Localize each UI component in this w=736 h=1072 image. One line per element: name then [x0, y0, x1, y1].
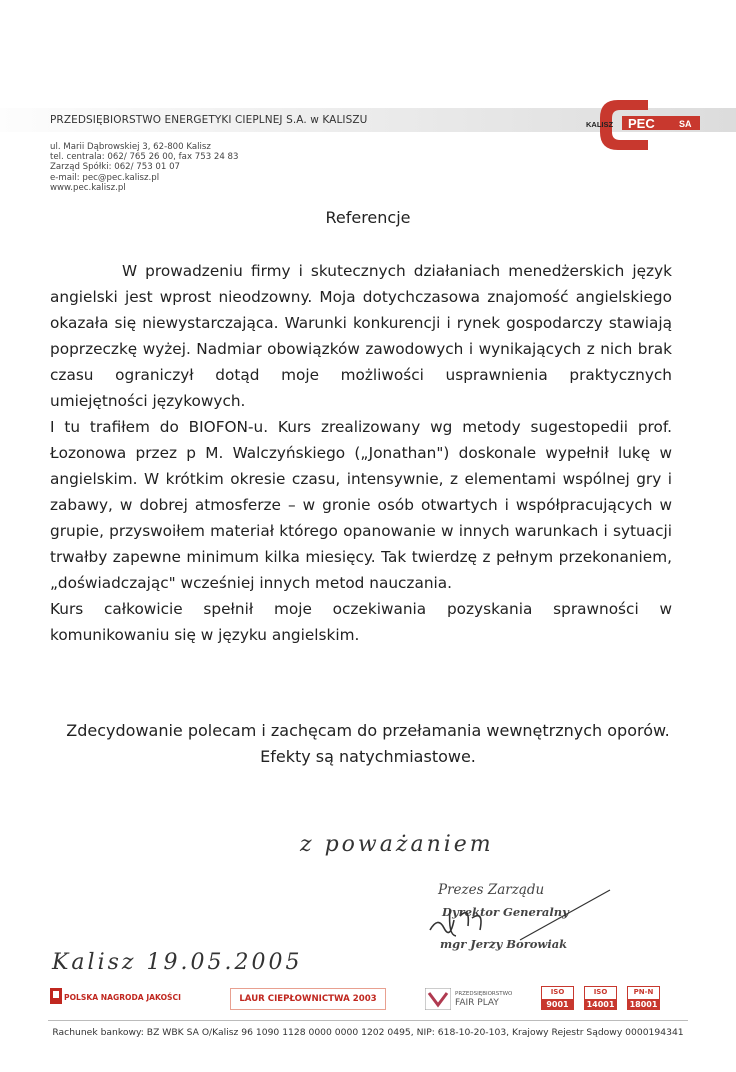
cert-badge: [627, 986, 660, 1010]
award-quality: POLSKA NAGRODA JAKOŚCI: [64, 993, 181, 1002]
website-line: www.pec.kalisz.pl: [50, 182, 126, 193]
closing-recommendation: [0, 718, 736, 770]
stamp-name: mgr Jerzy Borowiak: [440, 937, 568, 951]
phone-line: tel. centrala: 062/ 765 26 00, fax 753 24 83: [50, 152, 239, 163]
fair-play-title: FAIR PLAY: [455, 998, 499, 1008]
handwritten-date: Kalisz 19.05.2005: [52, 950, 303, 975]
cert-badge: [541, 986, 574, 1010]
paragraph: I tu trafiłem do BIOFON-u. Kurs zrealizowany wg metody sugestopedii prof. Łozonowa przez p M. Walczyńskiego („Jonathan") doskonale wypełnił lukę w angielskim. W krótkim okresie czasu, intensywnie, z elementami wspólnej gry i zabawy, w dobrej atmosferze – w gronie osób otwartych i współpracujących w grupie, przyswoiłem materiał którego opanowanie w innych warunkach i sytuacji trwałby zapewne minimum kilka miesięcy. Tak twierdzę z pełnym przekonaniem, „doświadczając" wcześniej innych metod nauczania.: [50, 418, 672, 592]
closing-line: Efekty są natychmiastowe.: [260, 747, 476, 766]
address-line: ul. Marii Dąbrowskiej 3, 62-800 Kalisz: [50, 142, 211, 152]
cert-label: PN-N: [628, 987, 659, 999]
cert-label: ISO: [542, 987, 573, 999]
paragraph: Kurs całkowicie spełnił moje oczekiwania pozyskania sprawności w komunikowaniu się w języku angielskim.: [50, 600, 672, 644]
logo-name: PEC: [628, 116, 655, 131]
cert-badge: [584, 986, 617, 1010]
company-name: PRZEDSIĘBIORSTWO ENERGETYKI CIEPLNEJ S.A. w KALISZU: [50, 114, 368, 126]
closing-line: Zdecydowanie polecam i zachęcam do przełamania wewnętrznych oporów.: [66, 721, 670, 740]
cert-label: ISO: [585, 987, 616, 999]
cert-number: 9001: [546, 1000, 569, 1009]
cert-number: 14001: [586, 1000, 615, 1009]
logo-suffix: SA: [679, 119, 692, 129]
handwritten-greeting: z poważaniem: [300, 832, 494, 857]
bank-details: Rachunek bankowy: BZ WBK SA O/Kalisz 96 1090 1128 0000 0000 1202 0495, NIP: 618-10-20-103, Krajowy Rejestr Sądowy 0000194341: [52, 1027, 684, 1038]
cert-number: 18001: [629, 1000, 658, 1009]
footer-divider: [48, 1020, 688, 1021]
company-address: [50, 142, 239, 193]
paragraph: W prowadzeniu firmy i skutecznych działaniach menedżerskich język angielski jest wprost nieodzowny. Moja dotychczasowa znajomość angielskiego okazała się niewystarczająca. Warunki konkurencji i rynek gospodarczy stawiają poprzeczkę wyżej. Nadmiar obowiązków zawodowych i wynikających z nich brak czasu ograniczył dotąd moje możliwości usprawnienia praktycznych umiejętności językowych.: [50, 262, 672, 410]
fair-play-icon: [425, 988, 451, 1010]
fair-play-caption: PRZEDSIĘBIORSTWO: [455, 991, 513, 997]
email-line: e-mail: pec@pec.kalisz.pl: [50, 172, 160, 183]
letter-title: Referencje: [325, 208, 411, 227]
logo-city: KALISZ: [586, 120, 614, 129]
board-phone-line: Zarząd Spółki: 062/ 753 01 07: [50, 162, 181, 173]
pec-logo: [584, 96, 704, 154]
quality-award-icon: [50, 988, 62, 1004]
award-laur: LAUR CIEPŁOWNICTWA 2003: [230, 988, 386, 1010]
stamp-title: Dyrektor Generalny: [442, 905, 569, 919]
stamp-position: Prezes Zarządu: [438, 882, 545, 898]
signature: [410, 880, 620, 950]
letter-body: [50, 258, 672, 648]
